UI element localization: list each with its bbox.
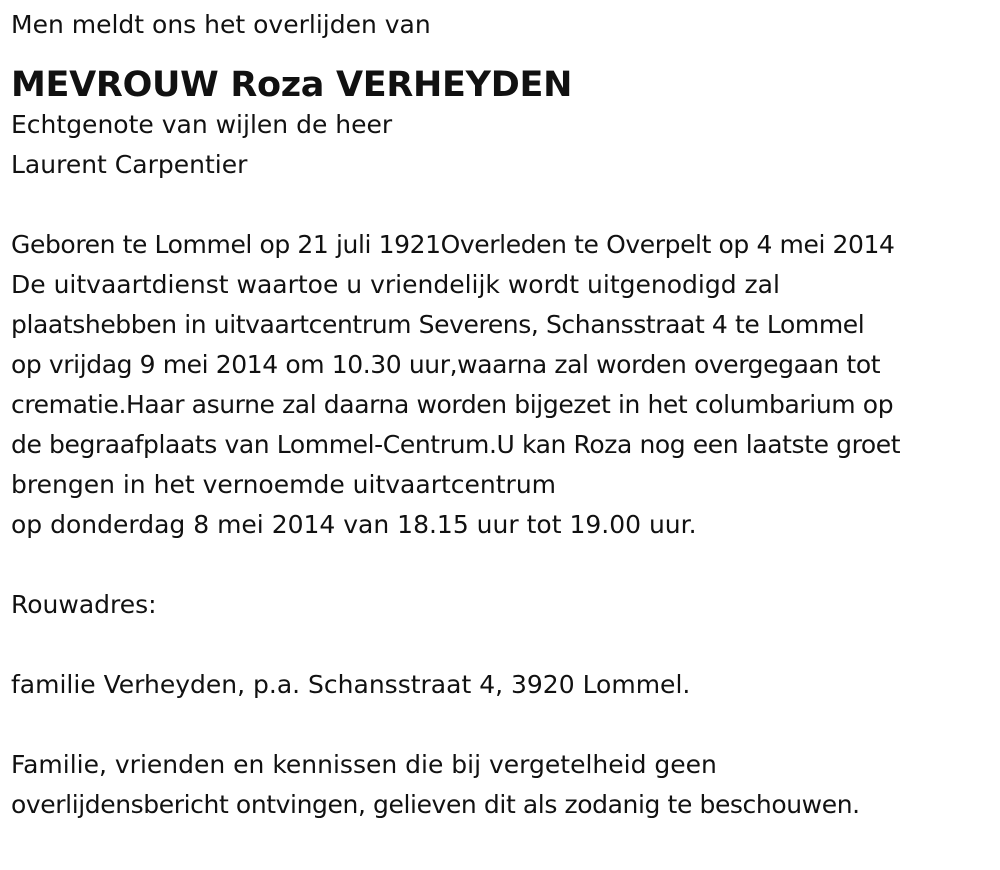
- closing-line: overlijdensbericht ontvingen, gelieven dit als zodanig te beschouwen.: [11, 790, 860, 819]
- closing-line: Familie, vrienden en kennissen die bij vergetelheid geen: [11, 750, 717, 779]
- spacer: [11, 185, 996, 225]
- body-line: op vrijdag 9 mei 2014 om 10.30 uur,waarna zal worden overgegaan tot: [11, 350, 881, 379]
- mourning-address: familie Verheyden, p.a. Schansstraat 4, 3920 Lommel.: [11, 670, 691, 699]
- spouse-line-1: Echtgenote van wijlen de heer: [11, 110, 393, 139]
- body-line: De uitvaartdienst waartoe u vriendelijk wordt uitgenodigd zal: [11, 270, 780, 299]
- closing-note: [11, 745, 996, 825]
- obituary-notice: [11, 5, 996, 825]
- intro-text: Men meldt ons het overlijden van: [11, 10, 431, 39]
- address-label: Rouwadres:: [11, 590, 157, 619]
- body-line: de begraafplaats van Lommel-Centrum.U kan Roza nog een laatste groet: [11, 430, 901, 459]
- body-line: plaatshebben in uitvaartcentrum Severens, Schansstraat 4 te Lommel: [11, 310, 865, 339]
- body-line: crematie.Haar asurne zal daarna worden bijgezet in het columbarium op: [11, 390, 894, 419]
- body-line: brengen in het vernoemde uitvaartcentrum: [11, 470, 557, 499]
- spacer: [11, 545, 996, 585]
- funeral-details: [11, 225, 996, 545]
- spacer: [11, 705, 996, 745]
- body-line: op donderdag 8 mei 2014 van 18.15 uur tot 19.00 uur.: [11, 510, 697, 539]
- spouse-line-2: Laurent Carpentier: [11, 150, 248, 179]
- deceased-name: MEVROUW Roza VERHEYDEN: [11, 65, 573, 105]
- body-line: Geboren te Lommel op 21 juli 1921Overleden te Overpelt op 4 mei 2014: [11, 230, 895, 259]
- spacer: [11, 625, 996, 665]
